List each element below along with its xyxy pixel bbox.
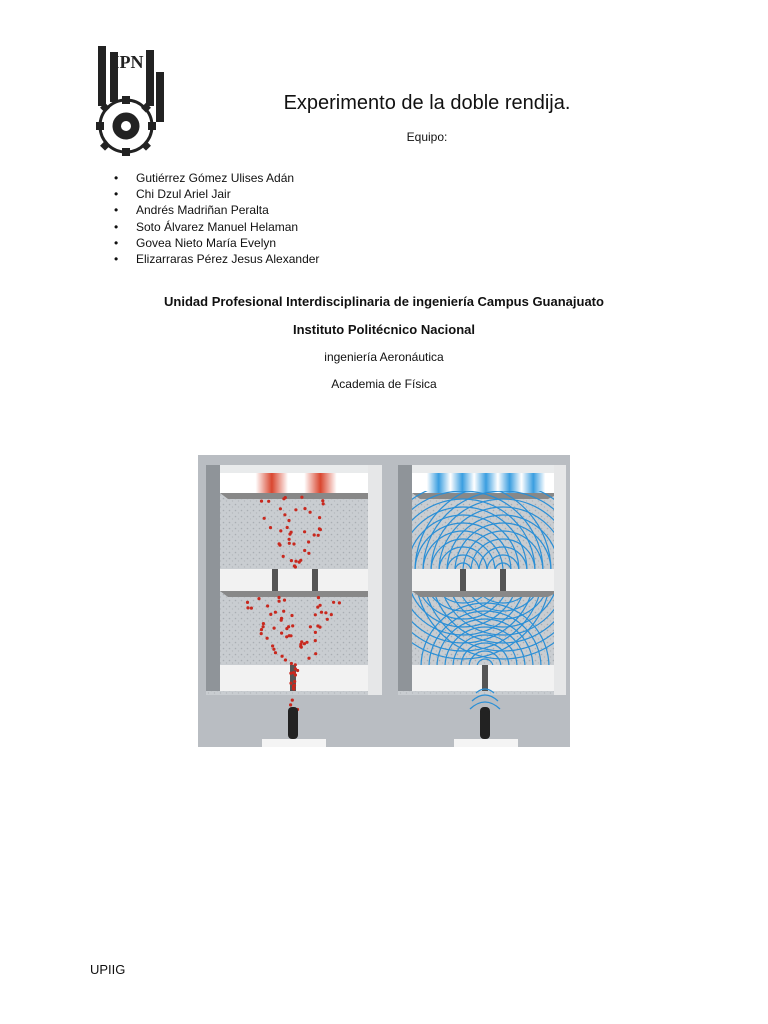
unit-name: Unidad Profesional Interdisciplinaria de ingeniería Campus Guanajuato [164,294,604,309]
list-item: • Chi Dzul Ariel Jair [114,186,319,202]
double-slit-illustration-icon [198,455,570,747]
academy-name: Academia de Física [331,377,437,391]
logo-text: IPN [112,52,144,72]
career-name: ingeniería Aeronáutica [324,350,444,364]
list-item: • Govea Nieto María Evelyn [114,235,319,251]
list-item: • Elizarraras Pérez Jesus Alexander [114,251,319,267]
institution-name: Instituto Politécnico Nacional [292,322,476,337]
list-item: • Gutiérrez Gómez Ulises Adán [114,170,319,186]
double-slit-figure [198,455,570,747]
list-item: • Soto Álvarez Manuel Helaman [114,219,319,235]
team-list [114,170,319,267]
list-item: • Andrés Madriñan Peralta [114,202,319,218]
page-title: Experimento de la doble rendija. [283,92,571,114]
team-heading: Equipo: [406,130,448,144]
footer-text: UPIIG [90,962,126,977]
